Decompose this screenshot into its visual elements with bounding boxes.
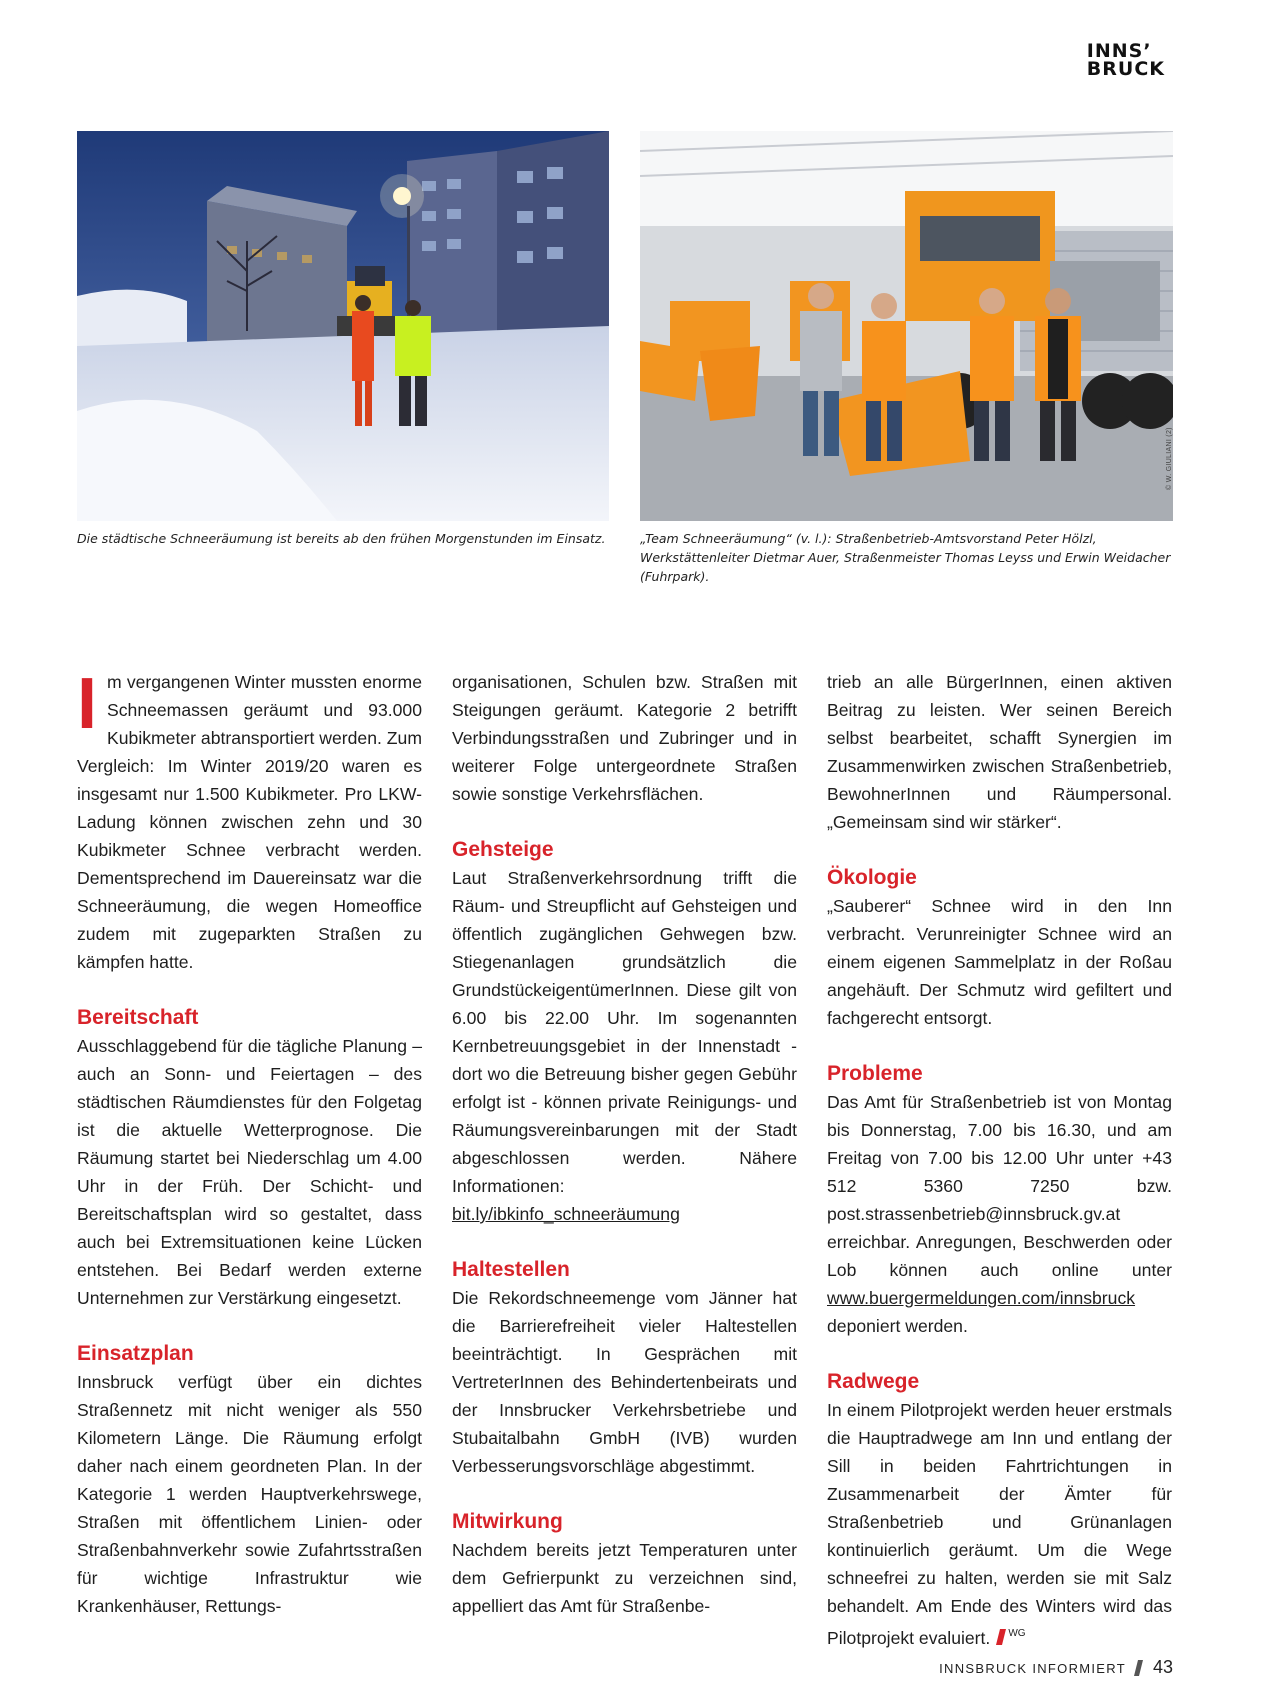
author-initials: WG	[1008, 1628, 1026, 1639]
heading-bereitschaft: Bereitschaft	[77, 1006, 199, 1029]
photo-caption-1: Die städtische Schneeräumung ist bereits ab den frühen Morgenstunden im Einsatz.	[77, 531, 606, 546]
innsbruck-logo	[1087, 42, 1165, 78]
article-column-1	[77, 664, 422, 1620]
heading-einsatzplan: Einsatzplan	[77, 1342, 194, 1365]
heading-radwege: Radwege	[827, 1370, 920, 1393]
logo-line-2: BRUCK	[1086, 58, 1165, 80]
schneeraeumung-link[interactable]: bit.ly/ibkinfo_schneeräumung	[452, 1204, 680, 1224]
text-einsatzplan-cont: organisationen, Schulen bzw. Straßen mit Steigungen geräumt. Kategorie 2 betrifft Verbindungsstraßen und Zubringer und in weiterer Folge untergeordnete Straßen sowie sonstige Verkehrsflächen.	[452, 672, 797, 804]
snow-team-photo	[640, 131, 1173, 521]
paragraph-gehsteige	[452, 864, 797, 1228]
heading-oekologie: Ökologie	[827, 866, 917, 889]
buergermeldungen-link[interactable]: www.buergermeldungen.com/innsbruck	[827, 1288, 1136, 1308]
page-number: 43	[1152, 1657, 1173, 1677]
article-column-3	[827, 668, 1172, 1652]
snow-clearing-photo	[77, 131, 609, 521]
text-bereitschaft: Ausschlaggebend für die tägliche Planung – auch an Sonn- und Feiertagen – des städtischen Räumdienstes für den Folgetag ist die aktuelle Wetterprognose. Die Räumung startet bei Niederschlag um 4.00 Uhr in der Früh. Der Schicht- und Bereitschaftsplan wird so gestaltet, dass auch bei Extremsituationen keine Lücken entstehen. Bei Bedarf werden externe Unternehmen zur Verstärkung eingesetzt.	[77, 1036, 422, 1308]
heading-haltestellen: Haltestellen	[452, 1258, 570, 1281]
heading-gehsteige: Gehsteige	[452, 838, 554, 861]
logo-line-1: INNS’	[1086, 40, 1152, 62]
text-probleme: Das Amt für Straßenbetrieb ist von Montag bis Donnerstag, 7.00 bis 16.30, und am Freitag von 7.00 bis 12.00 Uhr unter +43 512 5360 7250 bzw. post.strassenbetrieb@innsbruck.gv.at erreichbar. Anregungen, Beschwerden oder Lob können auch online unter	[827, 1092, 1172, 1280]
photo-caption-2: „Team Schneeräumung“ (v. l.): Straßenbetrieb-Amtsvorstand Peter Hölzl, Werkstättenleiter Dietmar Auer, Straßenmeister Thomas Leyss und Erwin Weidacher (Fuhrpark).	[640, 531, 1171, 584]
text-oekologie: „Sauberer“ Schnee wird in den Inn verbracht. Verunreinigter Schnee wird an einem eigenen Sammelplatz in der Roßau angehäuft. Der Schmutz wird gefiltert und fachgerecht entsorgt.	[827, 896, 1172, 1028]
intro-paragraph	[77, 664, 422, 976]
text-probleme-end: deponiert werden.	[827, 1316, 968, 1336]
drop-cap: I	[77, 664, 98, 744]
paragraph-radwege	[827, 1396, 1172, 1652]
text-mitwirkung-cont: trieb an alle BürgerInnen, einen aktiven Beitrag zu leisten. Wer seinen Bereich selbst bearbeitet, schafft Synergien im Zusammenwirken zwischen Straßenbetrieb, BewohnerInnen und Räumpersonal. „Gemeinsam sind wir stärker“.	[827, 672, 1172, 832]
text-haltestellen: Die Rekordschneemenge vom Jänner hat die Barrierefreiheit vieler Haltestellen beeinträchtigt. In Gesprächen mit VertreterInnen des Behindertenbeirats und der Innsbrucker Verkehrsbetriebe und Stubaitalbahn GmbH (IVB) wurden Verbesserungsvorschläge abgestimmt.	[452, 1288, 797, 1476]
footer-divider-icon	[1134, 1660, 1143, 1676]
text-gehsteige: Laut Straßenverkehrsordnung trifft die Räum- und Streupflicht auf Gehsteigen und öffentlich zugänglichen Gehwegen bzw. Stiegenanlagen grundsätzlich die GrundstückeigentümerInnen. Diese gilt von 6.00 bis 22.00 Uhr. Im sogenannten Kernbetreuungsgebiet in der Innenstadt - dort wo die Betreuung bisher gegen Gebühr erfolgt ist - können private Reinigungs- und Räumungsvereinbarungen mit der Stadt abgeschlossen werden. Nähere Informationen:	[452, 868, 797, 1196]
text-mitwirkung: Nachdem bereits jetzt Temperaturen unter dem Gefrierpunkt zu verzeichnen sind, appelliert das Amt für Straßenbe-	[452, 1540, 797, 1616]
text-radwege: In einem Pilotprojekt werden heuer erstmals die Hauptradwege am Inn und entlang der Sill in beiden Fahrtrichtungen in Zusammenarbeit der Ämter für Straßenbetrieb und Grünanlagen kontinuierlich geräumt. Um die Wege schneefrei zu halten, werden sie mit Salz behandelt. Am Ende des Winters wird das Pilotprojekt evaluiert.	[827, 1400, 1172, 1648]
heading-mitwirkung: Mitwirkung	[452, 1510, 563, 1533]
page-footer	[939, 1657, 1173, 1678]
paragraph-probleme	[827, 1088, 1172, 1340]
intro-text: m vergangenen Winter mussten enorme Schneemassen geräumt und 93.000 Kubikmeter abtransportiert werden. Zum Vergleich: Im Winter 2019/20 waren es insgesamt nur 1.500 Kubikmeter. Pro LKW-Ladung können zwischen zehn und 30 Kubikmeter Schnee verbracht werden. Dementsprechend im Dauereinsatz war die Schneeräumung, die wegen Homeoffice zudem mit zugeparkten Straßen zu kämpfen hatte.	[77, 672, 422, 972]
footer-label: INNSBRUCK INFORMIERT	[939, 1661, 1126, 1676]
text-einsatzplan: Innsbruck verfügt über ein dichtes Straßennetz mit nicht weniger als 550 Kilometern Länge. Die Räumung erfolgt daher nach einem geordneten Plan. In der Kategorie 1 werden Hauptverkehrswege, Straßen mit öffentlichem Linien- oder Straßenbahnverkehr sowie Zufahrtsstraßen für wichtige Infrastruktur wie Krankenhäuser, Rettungs-	[77, 1372, 422, 1616]
photo-credit: © W. GIULIANI (2)	[1166, 427, 1173, 490]
end-mark-icon	[996, 1629, 1006, 1645]
heading-probleme: Probleme	[827, 1062, 923, 1085]
article-column-2	[452, 668, 797, 1620]
